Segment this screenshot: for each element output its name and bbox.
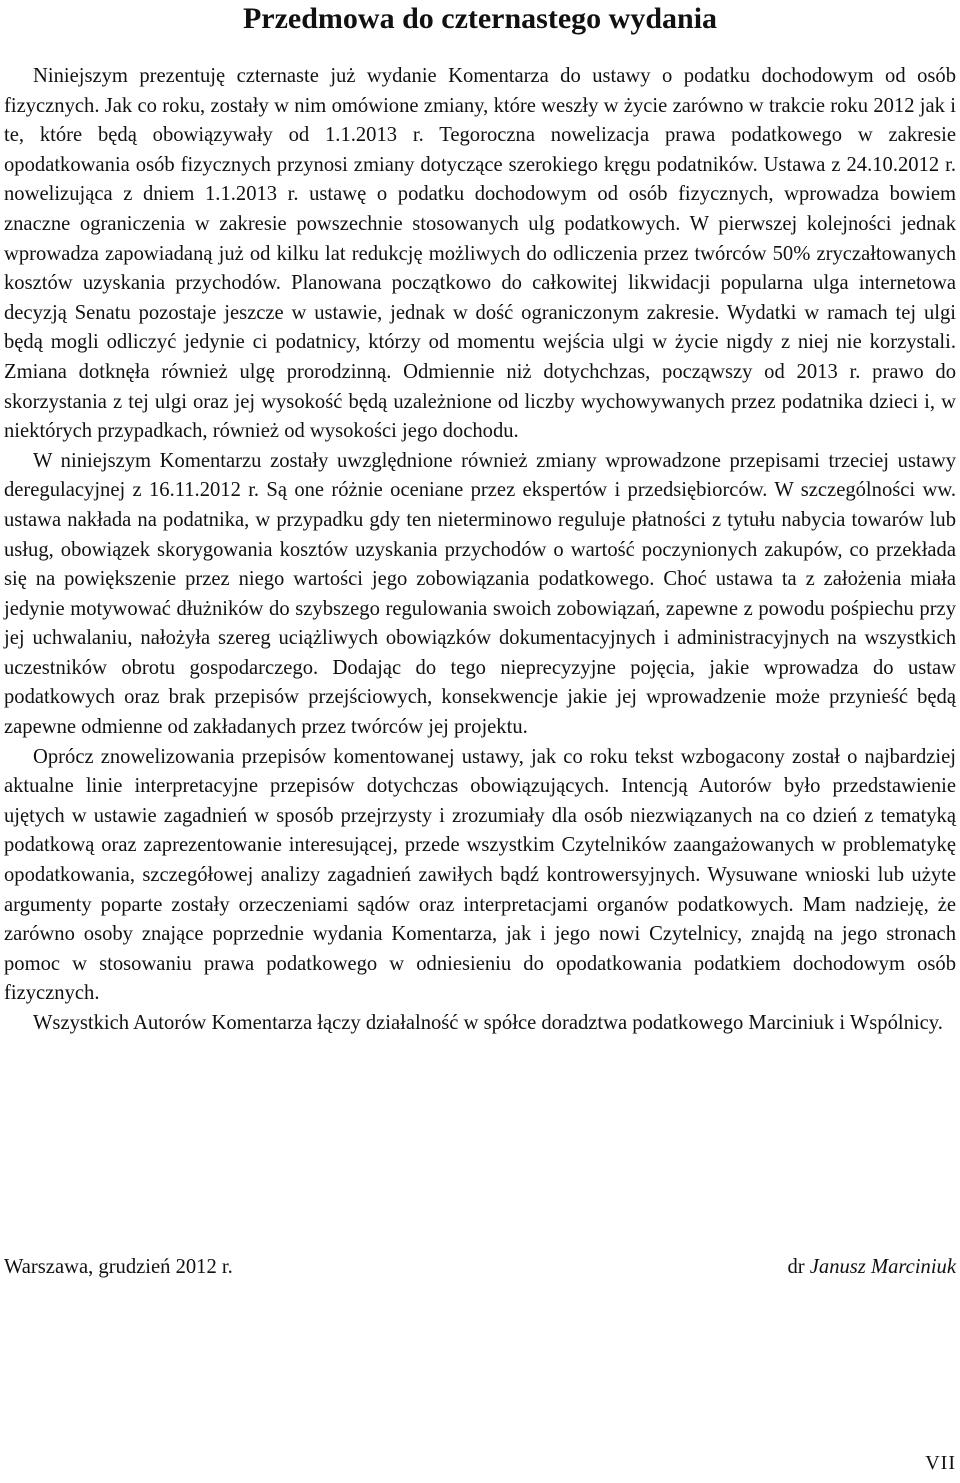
signature-name: Janusz Marciniuk (809, 1256, 956, 1278)
closing-line (4, 1252, 956, 1282)
document-page (4, 0, 956, 1483)
signature (787, 1252, 956, 1282)
place-date: Warszawa, grudzień 2012 r. (4, 1256, 233, 1278)
paragraph-2: W niniejszym Komentarzu zostały uwzględnione również zmiany wprowadzone przepisami trzeciej ustawy deregulacyjnej z 16.11.2012 r. Są one różnie oceniane przez ekspertów i przedsiębiorców. W szczególności ww. ustawa nakłada na podatnika, w przypadku gdy ten nieterminowo reguluje płatności z tytułu nabycia towarów lub usług, obowiązek skorygowania kosztów uzyskania przychodów o wartość poczynionych zakupów, co przekłada się na powiększenie przez niego wartości jego zobowiązania podatkowego. Choć ustawa ta z założenia miała jedynie motywować dłużników do szybszego regulowania swoich zobowiązań, zapewne z powodu pośpiechu przy jej uchwalaniu, nałożyła szereg uciążliwych obowiązków dokumentacyjnych i administracyjnych na wszystkich uczestników obrotu gospodarczego. Dodając do tego nieprecyzyjne pojęcia, jakie wprowadza do ustaw podatkowych oraz brak przepisów przejściowych, konsekwencje jakie jej wprowadzenie może przynieść będą zapewne odmienne od zakładanych przez twórców jej projektu. (4, 449, 956, 739)
page-number: VII (925, 1452, 956, 1474)
paragraph-4: Wszystkich Autorów Komentarza łączy działalność w spółce doradztwa podatkowego Marciniuk i Wspólnicy. (33, 1012, 943, 1034)
paragraph-1: Niniejszym prezentuję czternaste już wydanie Komentarza do ustawy o podatku dochodowym od osób fizycznych. Jak co roku, zostały w nim omówione zmiany, które weszły w życie zarówno w trakcie roku 2012 jak i te, które będą obowiązywały od 1.1.2013 r. Tegoroczna nowelizacja prawa podatkowego w zakresie opodatkowania osób fizycznych przynosi zmiany dotyczące szerokiego kręgu podatników. Ustawa z 24.10.2012 r. nowelizująca z dniem 1.1.2013 r. ustawę o podatku dochodowym od osób fizycznych, wprowadza bowiem znaczne ograniczenia w zakresie powszechnie stosowanych ulg podatkowych. W pierwszej kolejności jednak wprowadza zapowiadaną już od kilku lat redukcję możliwych do odliczenia przez twórców 50% zryczałtowanych kosztów uzyskania przychodów. Planowana początkowo do całkowitej likwidacji popularna ulga internetowa decyzją Senatu pozostaje jeszcze w ustawie, jednak w dość ograniczonym zakresie. Wydatki w ramach tej ulgi będą mogli odliczyć jedynie ci podatnicy, którzy od momentu wejścia ulgi w życie nigdy z niej nie korzystali. Zmiana dotknęła również ulgę prorodzinną. Odmiennie niż dotychchzas, począwszy od 2013 r. prawo do skorzystania z tej ulgi oraz jej wysokość będą uzależnione od liczby wychowywanych przez podatnika dzieci i, w niektórych przypadkach, również od wysokości jego dochodu. (4, 65, 956, 443)
signature-prefix: dr (787, 1256, 805, 1278)
paragraph-3: Oprócz znowelizowania przepisów komentowanej ustawy, jak co roku tekst wzbogacony został o najbardziej aktualne linie interpretacyjne przepisów dotychczas obowiązujących. Intencją Autorów było przedstawienie ujętych w ustawie zagadnień w sposób przejrzysty i zrozumiały dla osób niezwiązanych na co dzień z tematyką podatkową oraz zaprezentowanie interesującej, przede wszystkim Czytelników zaangażowanych w problematykę opodatkowania, szczegółowej analizy zagadnień zawiłych bądź kontrowersyjnych. Wysuwane wnioski lub użyte argumenty poparte zostały orzeczeniami sądów oraz interpretacjami organów podatkowych. Mam nadzieję, że zarówno osoby znające poprzednie wydania Komentarza, jak i jego nowi Czytelnicy, znajdą na jego stronach pomoc w stosowaniu prawa podatkowego w odniesieniu do opodatkowania podatkiem dochodowym osób fizycznych. (4, 745, 956, 1005)
preface-body (4, 62, 956, 1039)
page-title: Przedmowa do czternastego wydania (242, 2, 718, 35)
